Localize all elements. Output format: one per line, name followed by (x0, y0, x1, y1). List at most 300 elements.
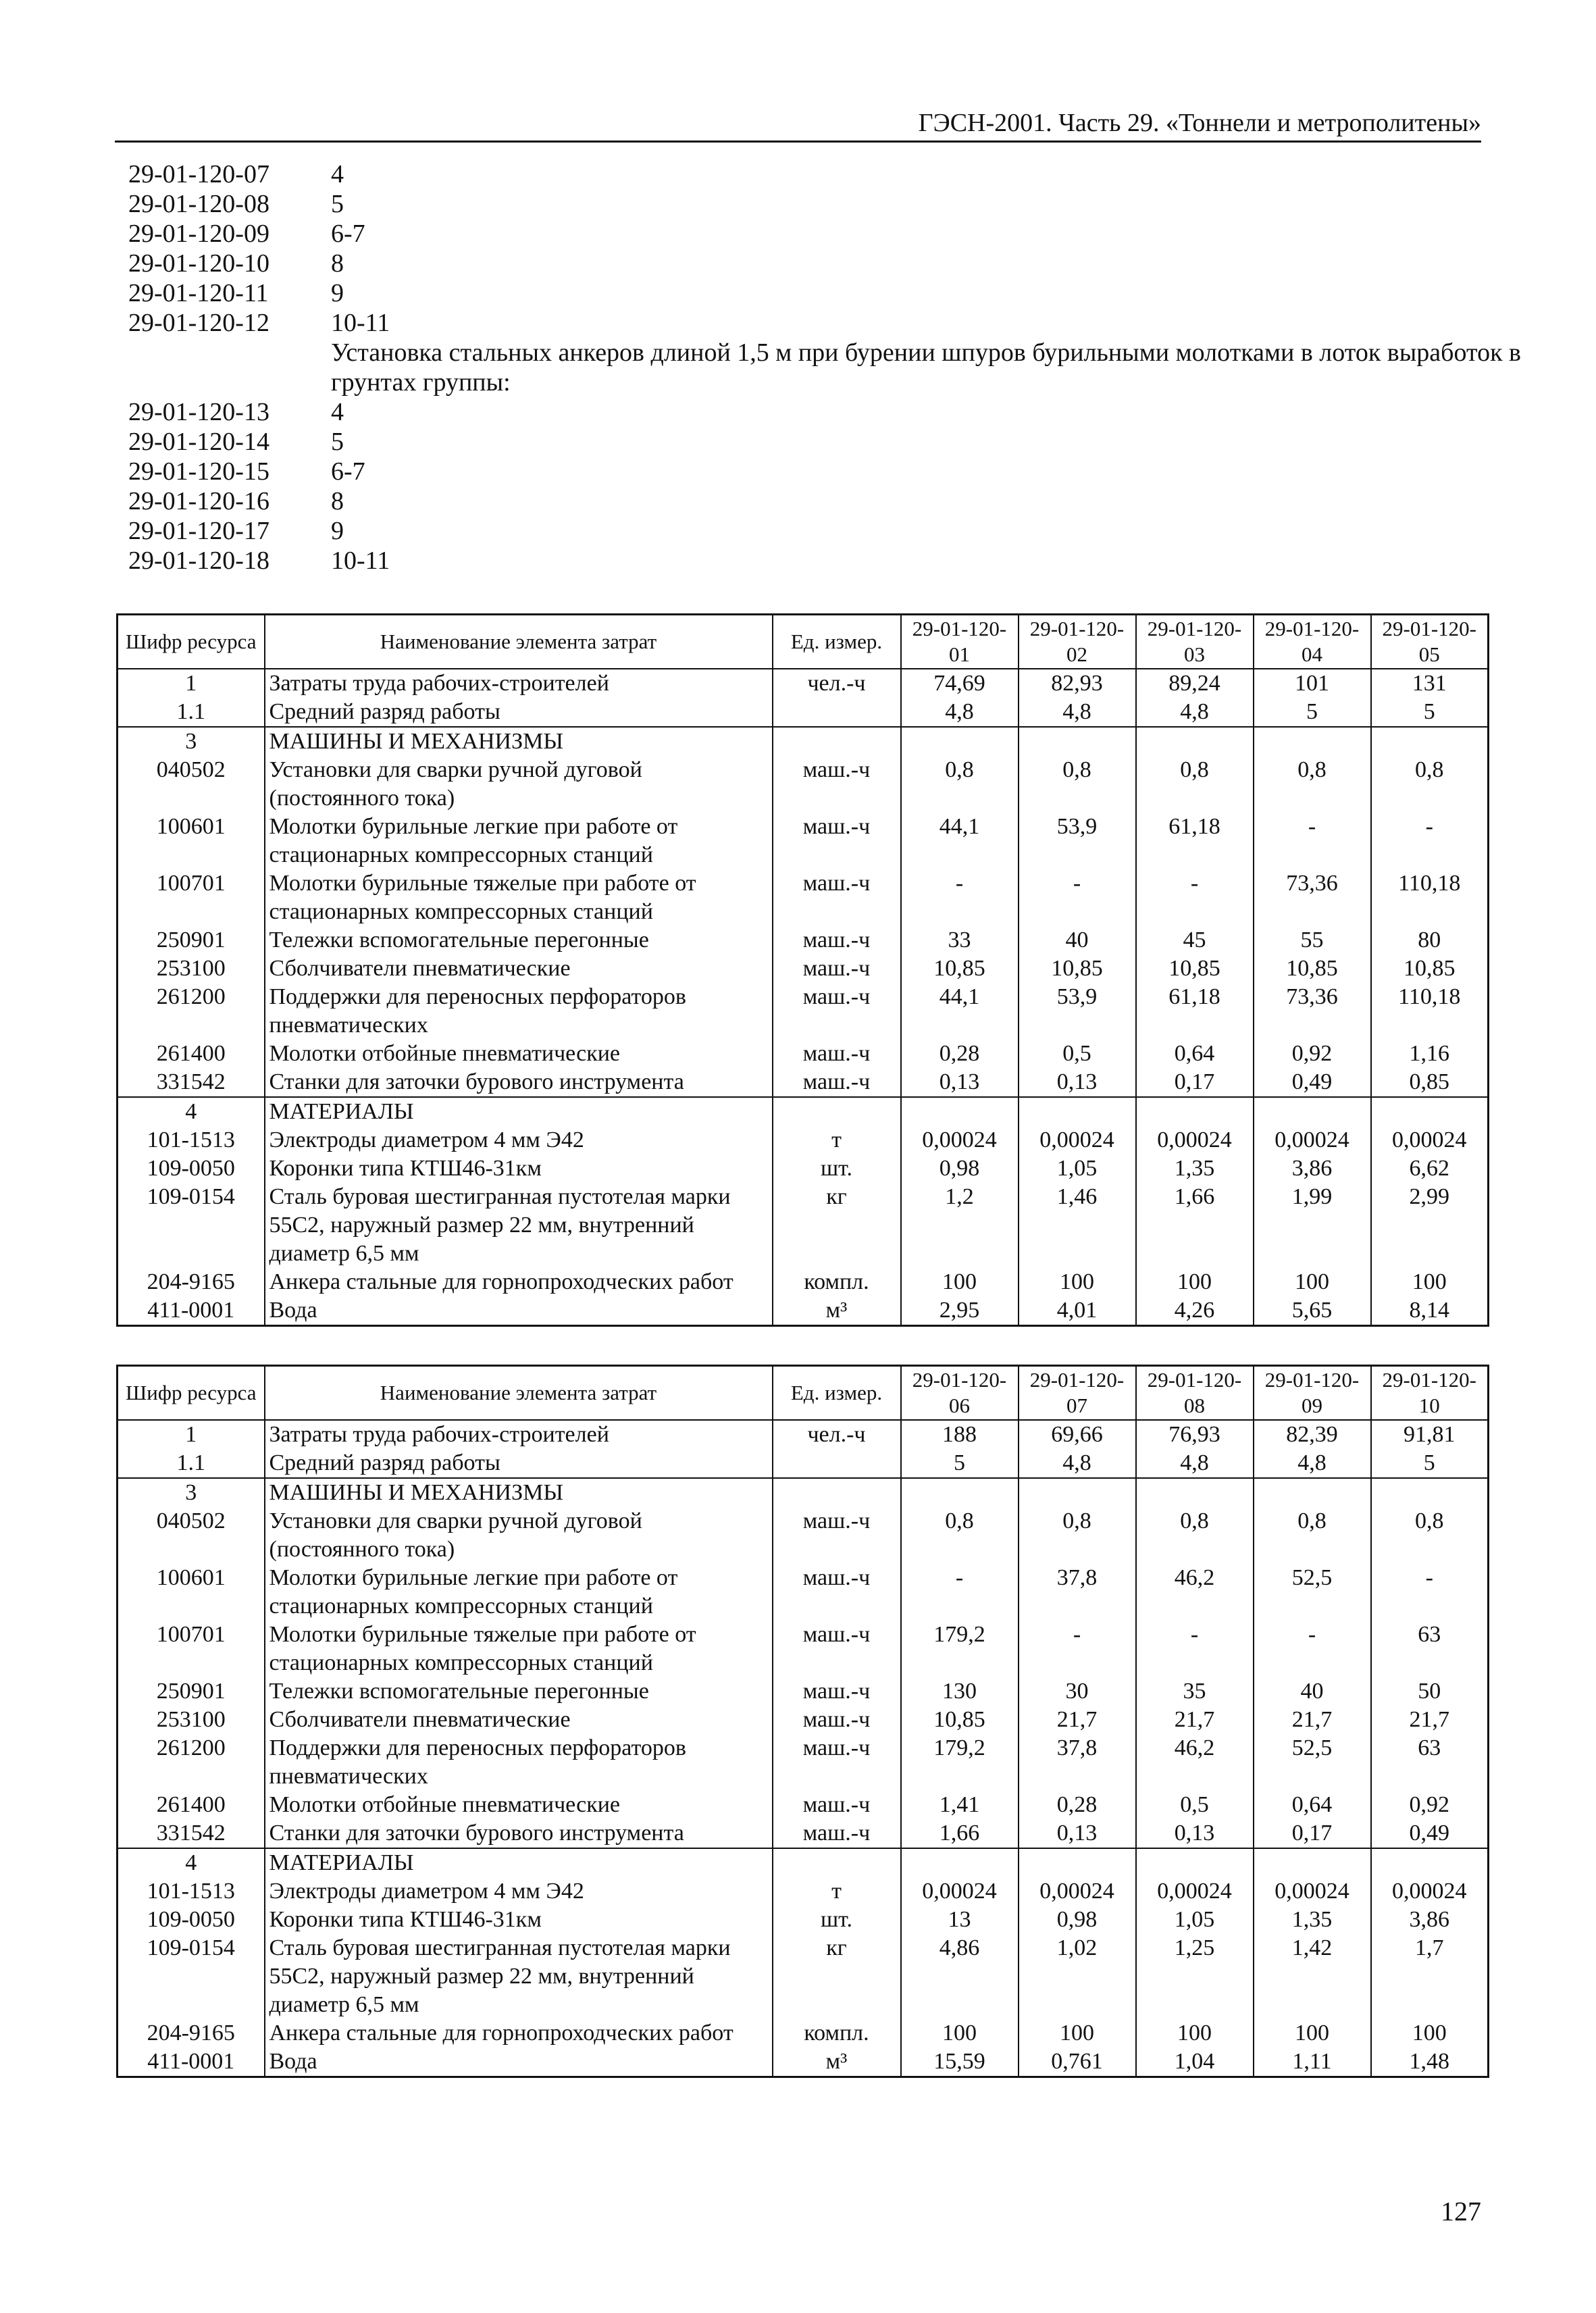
unit-cell (773, 1097, 901, 1126)
value-cell: - (1371, 813, 1489, 869)
value-cell: 1,66 (901, 1819, 1019, 1848)
value-cell: 188 (901, 1420, 1019, 1449)
value-cell (1371, 1097, 1489, 1126)
unit-cell: маш.-ч (773, 983, 901, 1040)
value-cell: - (1019, 869, 1136, 926)
code-line (128, 546, 1479, 576)
element-name: Молотки бурильные тяжелые при работе от стационарных компрессорных станций (265, 1621, 773, 1677)
code-line (128, 516, 1479, 546)
resource-code: 109-0154 (118, 1934, 265, 2019)
value-cell: 0,8 (1371, 1507, 1489, 1564)
value-cell (1136, 727, 1254, 756)
table-row (118, 813, 1489, 869)
value-cell: 131 (1371, 669, 1489, 698)
resource-code: 253100 (118, 955, 265, 983)
value-cell: 5 (1371, 698, 1489, 727)
code-line (128, 219, 1479, 249)
value-cell: 0,00024 (1019, 1126, 1136, 1154)
norm-code: 29-01-120-12 (128, 309, 269, 337)
value-cell: - (1254, 1621, 1371, 1677)
unit-cell: м³ (773, 1296, 901, 1326)
value-cell: 0,5 (1136, 1791, 1254, 1819)
header-col: 29-01-120-02 (1019, 615, 1136, 669)
table-row (118, 869, 1489, 926)
table-row (118, 983, 1489, 1040)
element-name: Сболчиватели пневматические (265, 955, 773, 983)
unit-cell: маш.-ч (773, 1677, 901, 1706)
soil-group: 5 (331, 428, 344, 456)
header-code: Шифр ресурса (118, 615, 265, 669)
norm-code: 29-01-120-11 (128, 279, 269, 307)
value-cell: 0,13 (1136, 1819, 1254, 1848)
resource-code: 1.1 (118, 1449, 265, 1478)
value-cell: 21,7 (1019, 1706, 1136, 1734)
element-name: Вода (265, 1296, 773, 1326)
value-cell: 0,8 (1019, 1507, 1136, 1564)
value-cell: 1,99 (1254, 1183, 1371, 1268)
value-cell: - (1136, 869, 1254, 926)
resource-code: 250901 (118, 926, 265, 955)
element-name: Затраты труда рабочих-строителей (265, 669, 773, 698)
element-name: Коронки типа КТШ46-31км (265, 1154, 773, 1183)
value-cell: 0,8 (1136, 756, 1254, 813)
table-row (118, 1040, 1489, 1068)
value-cell: 1,25 (1136, 1934, 1254, 2019)
value-cell: - (901, 1564, 1019, 1621)
value-cell: 1,11 (1254, 2048, 1371, 2077)
value-cell: 40 (1019, 926, 1136, 955)
value-cell: 1,04 (1136, 2048, 1254, 2077)
code-line (128, 486, 1479, 516)
value-cell: 35 (1136, 1677, 1254, 1706)
resource-code: 040502 (118, 1507, 265, 1564)
value-cell: 5 (901, 1449, 1019, 1478)
value-cell: 69,66 (1019, 1420, 1136, 1449)
code-line (128, 159, 1479, 189)
value-cell: 5 (1371, 1449, 1489, 1478)
value-cell: 76,93 (1136, 1420, 1254, 1449)
unit-cell: шт. (773, 1906, 901, 1934)
value-cell: 15,59 (901, 2048, 1019, 2077)
value-cell: 1,05 (1019, 1154, 1136, 1183)
table-row (118, 1068, 1489, 1097)
value-cell: 1,41 (901, 1791, 1019, 1819)
element-name: Молотки бурильные легкие при работе от стационарных компрессорных станций (265, 813, 773, 869)
value-cell: 100 (901, 2019, 1019, 2048)
unit-cell (773, 698, 901, 727)
header-col: 29-01-120-10 (1371, 1366, 1489, 1420)
table-row (118, 1420, 1489, 1449)
unit-cell: маш.-ч (773, 756, 901, 813)
value-cell (1254, 1097, 1371, 1126)
element-name: Электроды диаметром 4 мм Э42 (265, 1877, 773, 1906)
value-cell: 40 (1254, 1677, 1371, 1706)
value-cell: 4,8 (1019, 1449, 1136, 1478)
code-list-b (128, 397, 1479, 576)
resource-code: 331542 (118, 1819, 265, 1848)
value-cell (1019, 1848, 1136, 1877)
resource-code: 100701 (118, 869, 265, 926)
value-cell: 1,05 (1136, 1906, 1254, 1934)
table-row (118, 698, 1489, 727)
value-cell: 10,85 (1019, 955, 1136, 983)
value-cell: 0,5 (1019, 1040, 1136, 1068)
element-name: Молотки бурильные легкие при работе от стационарных компрессорных станций (265, 1564, 773, 1621)
value-cell: 4,26 (1136, 1296, 1254, 1326)
value-cell (1019, 1097, 1136, 1126)
value-cell: 1,46 (1019, 1183, 1136, 1268)
value-cell: 5,65 (1254, 1296, 1371, 1326)
norm-code: 29-01-120-16 (128, 487, 269, 515)
norm-code: 29-01-120-08 (128, 190, 269, 218)
header-col: 29-01-120-05 (1371, 615, 1489, 669)
value-cell: 1,48 (1371, 2048, 1489, 2077)
value-cell: 44,1 (901, 983, 1019, 1040)
code-line (128, 397, 1479, 427)
soil-group: 10-11 (331, 309, 390, 337)
table-row (118, 1154, 1489, 1183)
value-cell: 179,2 (901, 1734, 1019, 1791)
value-cell: 100 (1019, 2019, 1136, 2048)
unit-cell: шт. (773, 1154, 901, 1183)
value-cell: 1,35 (1254, 1906, 1371, 1934)
code-line (128, 189, 1479, 219)
value-cell: 0,13 (901, 1068, 1019, 1097)
resource-code: 250901 (118, 1677, 265, 1706)
value-cell: 1,66 (1136, 1183, 1254, 1268)
value-cell: 0,8 (1019, 756, 1136, 813)
value-cell: 61,18 (1136, 813, 1254, 869)
table-row (118, 1449, 1489, 1478)
resource-code: 204-9165 (118, 1268, 265, 1296)
value-cell: 0,00024 (1254, 1126, 1371, 1154)
element-name: Коронки типа КТШ46-31км (265, 1906, 773, 1934)
code-list-block (128, 159, 1521, 576)
code-line (128, 308, 1479, 338)
value-cell (1136, 1478, 1254, 1507)
resource-code: 331542 (118, 1068, 265, 1097)
soil-group: 10-11 (331, 547, 390, 575)
element-name: Средний разряд работы (265, 1449, 773, 1478)
code-line (128, 457, 1479, 486)
table-row (118, 1097, 1489, 1126)
unit-cell: маш.-ч (773, 1040, 901, 1068)
value-cell: 0,17 (1136, 1068, 1254, 1097)
norm-table-1 (116, 613, 1489, 1327)
resource-code: 1.1 (118, 698, 265, 727)
value-cell: 0,64 (1136, 1040, 1254, 1068)
soil-group: 6-7 (331, 220, 365, 248)
value-cell: 1,2 (901, 1183, 1019, 1268)
unit-cell (773, 1848, 901, 1877)
norm-code: 29-01-120-07 (128, 160, 269, 188)
element-name: Поддержки для переносных перфораторов пневматических (265, 1734, 773, 1791)
value-cell: 0,8 (1254, 1507, 1371, 1564)
table-row (118, 1819, 1489, 1848)
value-cell: 53,9 (1019, 983, 1136, 1040)
element-name: Средний разряд работы (265, 698, 773, 727)
value-cell (1136, 1848, 1254, 1877)
resource-code: 101-1513 (118, 1126, 265, 1154)
value-cell: 10,85 (901, 1706, 1019, 1734)
value-cell (1254, 1848, 1371, 1877)
resource-code: 261200 (118, 1734, 265, 1791)
value-cell: 52,5 (1254, 1564, 1371, 1621)
value-cell: 100 (1019, 1268, 1136, 1296)
resource-code: 4 (118, 1097, 265, 1126)
table-row (118, 1706, 1489, 1734)
unit-cell: маш.-ч (773, 926, 901, 955)
value-cell: 73,36 (1254, 869, 1371, 926)
resource-code: 100601 (118, 1564, 265, 1621)
value-cell: 4,8 (901, 698, 1019, 727)
value-cell: 37,8 (1019, 1734, 1136, 1791)
value-cell: 1,7 (1371, 1934, 1489, 2019)
value-cell: 1,16 (1371, 1040, 1489, 1068)
value-cell: 73,36 (1254, 983, 1371, 1040)
value-cell: 55 (1254, 926, 1371, 955)
value-cell: 10,85 (1371, 955, 1489, 983)
value-cell: 0,8 (1254, 756, 1371, 813)
value-cell: 2,99 (1371, 1183, 1489, 1268)
value-cell: 1,42 (1254, 1934, 1371, 2019)
value-cell: 0,00024 (1136, 1126, 1254, 1154)
value-cell: 33 (901, 926, 1019, 955)
value-cell: 44,1 (901, 813, 1019, 869)
value-cell: - (1019, 1621, 1136, 1677)
table-row (118, 756, 1489, 813)
value-cell: 10,85 (901, 955, 1019, 983)
unit-cell: маш.-ч (773, 1564, 901, 1621)
resource-code: 253100 (118, 1706, 265, 1734)
unit-cell: м³ (773, 2048, 901, 2077)
resource-code: 109-0050 (118, 1906, 265, 1934)
element-name: Станки для заточки бурового инструмента (265, 1068, 773, 1097)
table-2-body (118, 1420, 1489, 2077)
soil-group: 8 (331, 487, 344, 515)
unit-cell: маш.-ч (773, 1734, 901, 1791)
value-cell: 1,02 (1019, 1934, 1136, 2019)
resource-code: 261400 (118, 1791, 265, 1819)
header-name: Наименование элемента затрат (265, 615, 773, 669)
table-row (118, 1126, 1489, 1154)
element-name: Анкера стальные для горнопроходческих работ (265, 1268, 773, 1296)
element-name: Молотки отбойные пневматические (265, 1040, 773, 1068)
header-unit: Ед. измер. (773, 615, 901, 669)
value-cell: 52,5 (1254, 1734, 1371, 1791)
resource-code: 261400 (118, 1040, 265, 1068)
value-cell: 0,98 (1019, 1906, 1136, 1934)
unit-cell: кг (773, 1183, 901, 1268)
table-row (118, 2019, 1489, 2048)
resource-code: 101-1513 (118, 1877, 265, 1906)
table-row (118, 1677, 1489, 1706)
element-name: Сталь буровая шестигранная пустотелая марки 55С2, наружный размер 22 мм, внутренний диаметр 6,5 мм (265, 1934, 773, 2019)
element-name: Тележки вспомогательные перегонные (265, 1677, 773, 1706)
element-name: Затраты труда рабочих-строителей (265, 1420, 773, 1449)
element-name: Поддержки для переносных перфораторов пневматических (265, 983, 773, 1040)
norm-code: 29-01-120-14 (128, 428, 269, 456)
header-col: 29-01-120-09 (1254, 1366, 1371, 1420)
value-cell: 8,14 (1371, 1296, 1489, 1326)
element-name: Вода (265, 2048, 773, 2077)
unit-cell: чел.-ч (773, 669, 901, 698)
value-cell (1019, 727, 1136, 756)
value-cell (1136, 1097, 1254, 1126)
value-cell: 179,2 (901, 1621, 1019, 1677)
unit-cell: маш.-ч (773, 1507, 901, 1564)
header-col: 29-01-120-03 (1136, 615, 1254, 669)
element-name: Молотки бурильные тяжелые при работе от стационарных компрессорных станций (265, 869, 773, 926)
unit-cell: маш.-ч (773, 1791, 901, 1819)
table-1-body (118, 669, 1489, 1326)
value-cell: 63 (1371, 1621, 1489, 1677)
value-cell: 10,85 (1136, 955, 1254, 983)
unit-cell (773, 1449, 901, 1478)
unit-cell: маш.-ч (773, 1706, 901, 1734)
resource-code: 4 (118, 1848, 265, 1877)
value-cell: 0,64 (1254, 1791, 1371, 1819)
value-cell: 0,00024 (1254, 1877, 1371, 1906)
value-cell: 0,85 (1371, 1068, 1489, 1097)
value-cell: 130 (901, 1677, 1019, 1706)
code-list-a (128, 159, 1479, 338)
header-unit: Ед. измер. (773, 1366, 901, 1420)
resource-code: 109-0154 (118, 1183, 265, 1268)
page-number: 127 (1441, 2196, 1481, 2227)
unit-cell: маш.-ч (773, 1819, 901, 1848)
table-row (118, 1877, 1489, 1906)
value-cell: 100 (1371, 1268, 1489, 1296)
value-cell: - (901, 869, 1019, 926)
value-cell: 0,00024 (901, 1877, 1019, 1906)
value-cell: 74,69 (901, 669, 1019, 698)
unit-cell (773, 727, 901, 756)
header-name: Наименование элемента затрат (265, 1366, 773, 1420)
value-cell (901, 1097, 1019, 1126)
unit-cell: т (773, 1126, 901, 1154)
code-line (128, 278, 1479, 308)
table-row (118, 1296, 1489, 1326)
soil-group: 9 (331, 517, 344, 545)
resource-code: 204-9165 (118, 2019, 265, 2048)
value-cell: 4,86 (901, 1934, 1019, 2019)
norm-code: 29-01-120-17 (128, 517, 269, 545)
element-name: Станки для заточки бурового инструмента (265, 1819, 773, 1848)
element-name: Электроды диаметром 4 мм Э42 (265, 1126, 773, 1154)
value-cell: 10,85 (1254, 955, 1371, 983)
table-row (118, 1791, 1489, 1819)
norm-code: 29-01-120-13 (128, 398, 269, 426)
table-row (118, 1734, 1489, 1791)
unit-cell: маш.-ч (773, 869, 901, 926)
unit-cell (773, 1478, 901, 1507)
value-cell: 0,98 (901, 1154, 1019, 1183)
value-cell: 0,8 (1136, 1507, 1254, 1564)
value-cell: 0,00024 (1136, 1877, 1254, 1906)
table-row (118, 727, 1489, 756)
resource-code: 040502 (118, 756, 265, 813)
value-cell (1254, 1478, 1371, 1507)
value-cell: 61,18 (1136, 983, 1254, 1040)
value-cell (1371, 1478, 1489, 1507)
soil-group: 4 (331, 398, 344, 426)
value-cell: 0,00024 (1019, 1877, 1136, 1906)
value-cell: 0,13 (1019, 1819, 1136, 1848)
value-cell: 82,93 (1019, 669, 1136, 698)
element-name: Тележки вспомогательные перегонные (265, 926, 773, 955)
soil-group: 8 (331, 249, 344, 278)
value-cell: - (1254, 813, 1371, 869)
element-name: МАШИНЫ И МЕХАНИЗМЫ (265, 1478, 773, 1507)
unit-cell: маш.-ч (773, 813, 901, 869)
norm-code: 29-01-120-15 (128, 457, 269, 486)
value-cell: 46,2 (1136, 1564, 1254, 1621)
element-name: МАТЕРИАЛЫ (265, 1848, 773, 1877)
norm-code: 29-01-120-09 (128, 220, 269, 248)
value-cell: 0,8 (901, 756, 1019, 813)
value-cell: - (1371, 1564, 1489, 1621)
value-cell: 100 (901, 1268, 1019, 1296)
value-cell (1019, 1478, 1136, 1507)
unit-cell: маш.-ч (773, 1621, 901, 1677)
value-cell: 2,95 (901, 1296, 1019, 1326)
value-cell: 100 (1254, 1268, 1371, 1296)
table-row (118, 1183, 1489, 1268)
element-name: Сталь буровая шестигранная пустотелая марки 55С2, наружный размер 22 мм, внутренний диаметр 6,5 мм (265, 1183, 773, 1268)
value-cell: 0,00024 (901, 1126, 1019, 1154)
value-cell: 101 (1254, 669, 1371, 698)
value-cell: 0,00024 (1371, 1877, 1489, 1906)
resource-code: 1 (118, 1420, 265, 1449)
value-cell: 1,35 (1136, 1154, 1254, 1183)
value-cell: - (1136, 1621, 1254, 1677)
value-cell: 0,17 (1254, 1819, 1371, 1848)
element-name: Установки для сварки ручной дуговой (постоянного тока) (265, 1507, 773, 1564)
unit-cell: компл. (773, 2019, 901, 2048)
page-header: ГЭСН-2001. Часть 29. «Тоннели и метрополитены» (115, 108, 1481, 143)
element-name: Установки для сварки ручной дуговой (постоянного тока) (265, 756, 773, 813)
soil-group: 5 (331, 190, 344, 218)
value-cell: 0,92 (1254, 1040, 1371, 1068)
soil-group: 4 (331, 160, 344, 188)
resource-code: 261200 (118, 983, 265, 1040)
value-cell: 0,49 (1254, 1068, 1371, 1097)
value-cell: 4,01 (1019, 1296, 1136, 1326)
value-cell: 0,13 (1019, 1068, 1136, 1097)
value-cell: 4,8 (1136, 698, 1254, 727)
table-row (118, 1906, 1489, 1934)
header-code: Шифр ресурса (118, 1366, 265, 1420)
resource-code: 1 (118, 669, 265, 698)
header-col: 29-01-120-07 (1019, 1366, 1136, 1420)
norm-table-2 (116, 1365, 1489, 2078)
header-col: 29-01-120-08 (1136, 1366, 1254, 1420)
value-cell: 45 (1136, 926, 1254, 955)
value-cell: 110,18 (1371, 869, 1489, 926)
value-cell: 3,86 (1254, 1154, 1371, 1183)
value-cell (1371, 1848, 1489, 1877)
value-cell: 100 (1254, 2019, 1371, 2048)
soil-group: 9 (331, 279, 344, 307)
value-cell: 0,28 (901, 1040, 1019, 1068)
element-name: Молотки отбойные пневматические (265, 1791, 773, 1819)
resource-code: 411-0001 (118, 1296, 265, 1326)
header-col: 29-01-120-04 (1254, 615, 1371, 669)
unit-cell: маш.-ч (773, 955, 901, 983)
value-cell: 46,2 (1136, 1734, 1254, 1791)
table-row (118, 2048, 1489, 2077)
